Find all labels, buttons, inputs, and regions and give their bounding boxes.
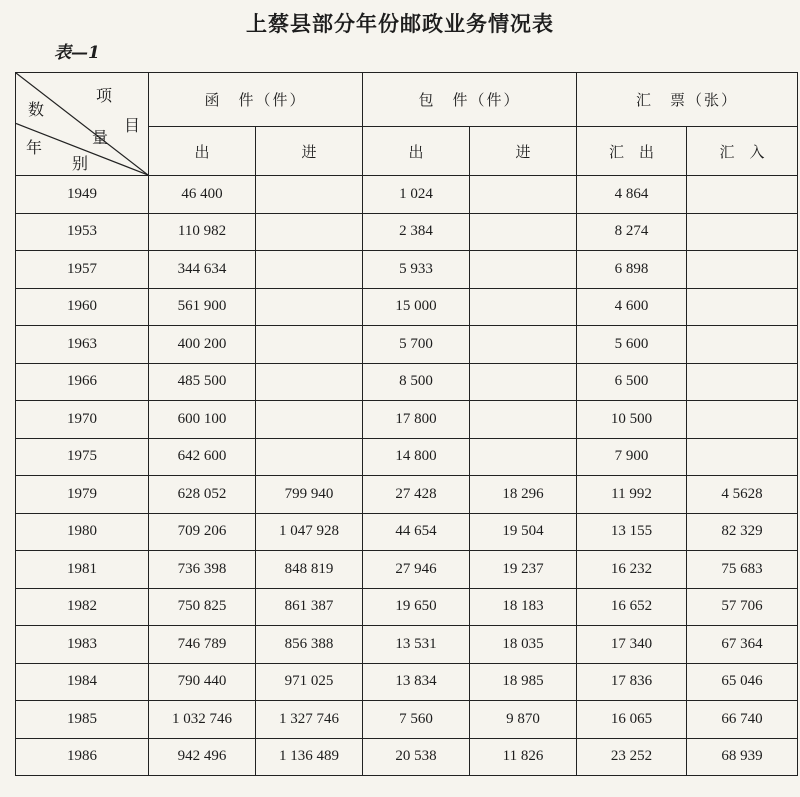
cell-year: 1985 (16, 701, 149, 739)
cell-orders-out: 6 500 (577, 363, 687, 401)
cell-letters-out: 46 400 (149, 176, 256, 214)
table-row (16, 251, 798, 289)
group-header-letters: 函 件（件） (149, 73, 363, 127)
cell-parcels-in: 19 237 (470, 551, 577, 589)
cell-parcels-in (470, 401, 577, 439)
cell-orders-out: 10 500 (577, 401, 687, 439)
cell-letters-in (256, 288, 363, 326)
cell-parcels-in (470, 213, 577, 251)
subheader-orders-out: 汇 出 (577, 127, 687, 176)
cell-letters-in: 1 047 928 (256, 513, 363, 551)
cell-letters-out: 110 982 (149, 213, 256, 251)
cell-orders-in: 82 329 (687, 513, 798, 551)
subheader-parcels-in: 进 (470, 127, 577, 176)
cell-orders-in: 65 046 (687, 663, 798, 701)
cell-orders-in: 66 740 (687, 701, 798, 739)
table-row (16, 326, 798, 364)
table-row (16, 213, 798, 251)
cell-letters-out: 942 496 (149, 738, 256, 776)
cell-parcels-out: 27 428 (363, 476, 470, 514)
cell-parcels-out: 19 650 (363, 588, 470, 626)
cell-parcels-out: 27 946 (363, 551, 470, 589)
cell-orders-in (687, 251, 798, 289)
table-row (16, 551, 798, 589)
cell-orders-out: 17 340 (577, 626, 687, 664)
subheader-orders-in: 汇 入 (687, 127, 798, 176)
cell-orders-in (687, 401, 798, 439)
cell-letters-in: 971 025 (256, 663, 363, 701)
cell-letters-out: 642 600 (149, 438, 256, 476)
cell-year: 1963 (16, 326, 149, 364)
cell-letters-out: 485 500 (149, 363, 256, 401)
cell-year: 1957 (16, 251, 149, 289)
cell-letters-in (256, 213, 363, 251)
cell-letters-in (256, 363, 363, 401)
cell-parcels-in (470, 326, 577, 364)
cell-parcels-out: 20 538 (363, 738, 470, 776)
cell-orders-out: 5 600 (577, 326, 687, 364)
cell-letters-in (256, 176, 363, 214)
cell-orders-out: 23 252 (577, 738, 687, 776)
cell-orders-out: 4 864 (577, 176, 687, 214)
cell-letters-in: 856 388 (256, 626, 363, 664)
table-row (16, 701, 798, 739)
table-number: 表—1 (54, 43, 100, 63)
corner-label-liang: 量 (92, 128, 109, 147)
cell-parcels-in (470, 251, 577, 289)
cell-orders-in: 75 683 (687, 551, 798, 589)
cell-parcels-out: 17 800 (363, 401, 470, 439)
cell-parcels-out: 44 654 (363, 513, 470, 551)
cell-year: 1970 (16, 401, 149, 439)
cell-orders-in (687, 438, 798, 476)
cell-orders-in (687, 176, 798, 214)
cell-parcels-in: 18 035 (470, 626, 577, 664)
table-row (16, 513, 798, 551)
cell-year: 1980 (16, 513, 149, 551)
postal-business-table (15, 72, 798, 776)
cell-letters-out: 561 900 (149, 288, 256, 326)
cell-parcels-out: 7 560 (363, 701, 470, 739)
cell-orders-out: 7 900 (577, 438, 687, 476)
cell-orders-out: 6 898 (577, 251, 687, 289)
table-title: 上蔡县部分年份邮政业务情况表 (246, 12, 554, 36)
cell-year: 1949 (16, 176, 149, 214)
table-row (16, 663, 798, 701)
table-row (16, 738, 798, 776)
cell-letters-in (256, 438, 363, 476)
table-row (16, 401, 798, 439)
cell-orders-in: 67 364 (687, 626, 798, 664)
cell-orders-out: 11 992 (577, 476, 687, 514)
cell-orders-out: 16 065 (577, 701, 687, 739)
cell-orders-in (687, 213, 798, 251)
cell-parcels-out: 8 500 (363, 363, 470, 401)
cell-year: 1983 (16, 626, 149, 664)
cell-orders-in: 57 706 (687, 588, 798, 626)
cell-orders-in (687, 363, 798, 401)
cell-letters-in: 861 387 (256, 588, 363, 626)
corner-label-nian: 年 (26, 138, 43, 157)
cell-parcels-in: 19 504 (470, 513, 577, 551)
cell-letters-in (256, 401, 363, 439)
cell-parcels-out: 1 024 (363, 176, 470, 214)
cell-parcels-in (470, 438, 577, 476)
cell-letters-out: 790 440 (149, 663, 256, 701)
cell-orders-in: 68 939 (687, 738, 798, 776)
corner-label-shu: 数 (28, 100, 45, 119)
cell-parcels-in (470, 288, 577, 326)
cell-parcels-in: 11 826 (470, 738, 577, 776)
cell-year: 1986 (16, 738, 149, 776)
cell-orders-out: 16 232 (577, 551, 687, 589)
cell-year: 1953 (16, 213, 149, 251)
cell-letters-in: 1 327 746 (256, 701, 363, 739)
subheader-letters-out: 出 (149, 127, 256, 176)
table-row (16, 476, 798, 514)
cell-year: 1984 (16, 663, 149, 701)
cell-year: 1979 (16, 476, 149, 514)
group-header-money-orders: 汇 票（张） (577, 73, 798, 127)
table-row (16, 288, 798, 326)
table-row (16, 626, 798, 664)
cell-letters-out: 628 052 (149, 476, 256, 514)
cell-orders-out: 4 600 (577, 288, 687, 326)
cell-year: 1981 (16, 551, 149, 589)
cell-parcels-in: 18 296 (470, 476, 577, 514)
cell-parcels-out: 5 700 (363, 326, 470, 364)
header-row-groups (16, 73, 798, 127)
cell-letters-in (256, 251, 363, 289)
cell-letters-in (256, 326, 363, 364)
cell-letters-out: 709 206 (149, 513, 256, 551)
cell-parcels-out: 2 384 (363, 213, 470, 251)
cell-letters-out: 400 200 (149, 326, 256, 364)
corner-label-mu: 目 (124, 116, 141, 135)
cell-parcels-out: 5 933 (363, 251, 470, 289)
cell-year: 1960 (16, 288, 149, 326)
cell-parcels-out: 15 000 (363, 288, 470, 326)
cell-letters-out: 344 634 (149, 251, 256, 289)
corner-header-cell (16, 73, 149, 176)
corner-label-bie: 别 (72, 154, 89, 173)
cell-letters-out: 736 398 (149, 551, 256, 589)
cell-year: 1975 (16, 438, 149, 476)
cell-parcels-in: 9 870 (470, 701, 577, 739)
cell-letters-in: 848 819 (256, 551, 363, 589)
cell-year: 1982 (16, 588, 149, 626)
cell-orders-in (687, 326, 798, 364)
cell-parcels-in (470, 176, 577, 214)
cell-letters-out: 1 032 746 (149, 701, 256, 739)
cell-parcels-out: 13 531 (363, 626, 470, 664)
cell-orders-in: 4 5628 (687, 476, 798, 514)
cell-parcels-in: 18 183 (470, 588, 577, 626)
cell-letters-in: 1 136 489 (256, 738, 363, 776)
table-row (16, 588, 798, 626)
table-row (16, 438, 798, 476)
cell-orders-out: 13 155 (577, 513, 687, 551)
group-header-parcels: 包 件（件） (363, 73, 577, 127)
cell-orders-in (687, 288, 798, 326)
cell-parcels-in: 18 985 (470, 663, 577, 701)
cell-orders-out: 17 836 (577, 663, 687, 701)
table-row (16, 363, 798, 401)
table-row (16, 176, 798, 214)
subheader-parcels-out: 出 (363, 127, 470, 176)
cell-letters-out: 746 789 (149, 626, 256, 664)
cell-letters-in: 799 940 (256, 476, 363, 514)
cell-parcels-out: 14 800 (363, 438, 470, 476)
cell-orders-out: 16 652 (577, 588, 687, 626)
corner-label-xiang: 项 (96, 86, 113, 105)
cell-orders-out: 8 274 (577, 213, 687, 251)
subheader-letters-in: 进 (256, 127, 363, 176)
cell-parcels-out: 13 834 (363, 663, 470, 701)
cell-year: 1966 (16, 363, 149, 401)
cell-parcels-in (470, 363, 577, 401)
cell-letters-out: 600 100 (149, 401, 256, 439)
cell-letters-out: 750 825 (149, 588, 256, 626)
